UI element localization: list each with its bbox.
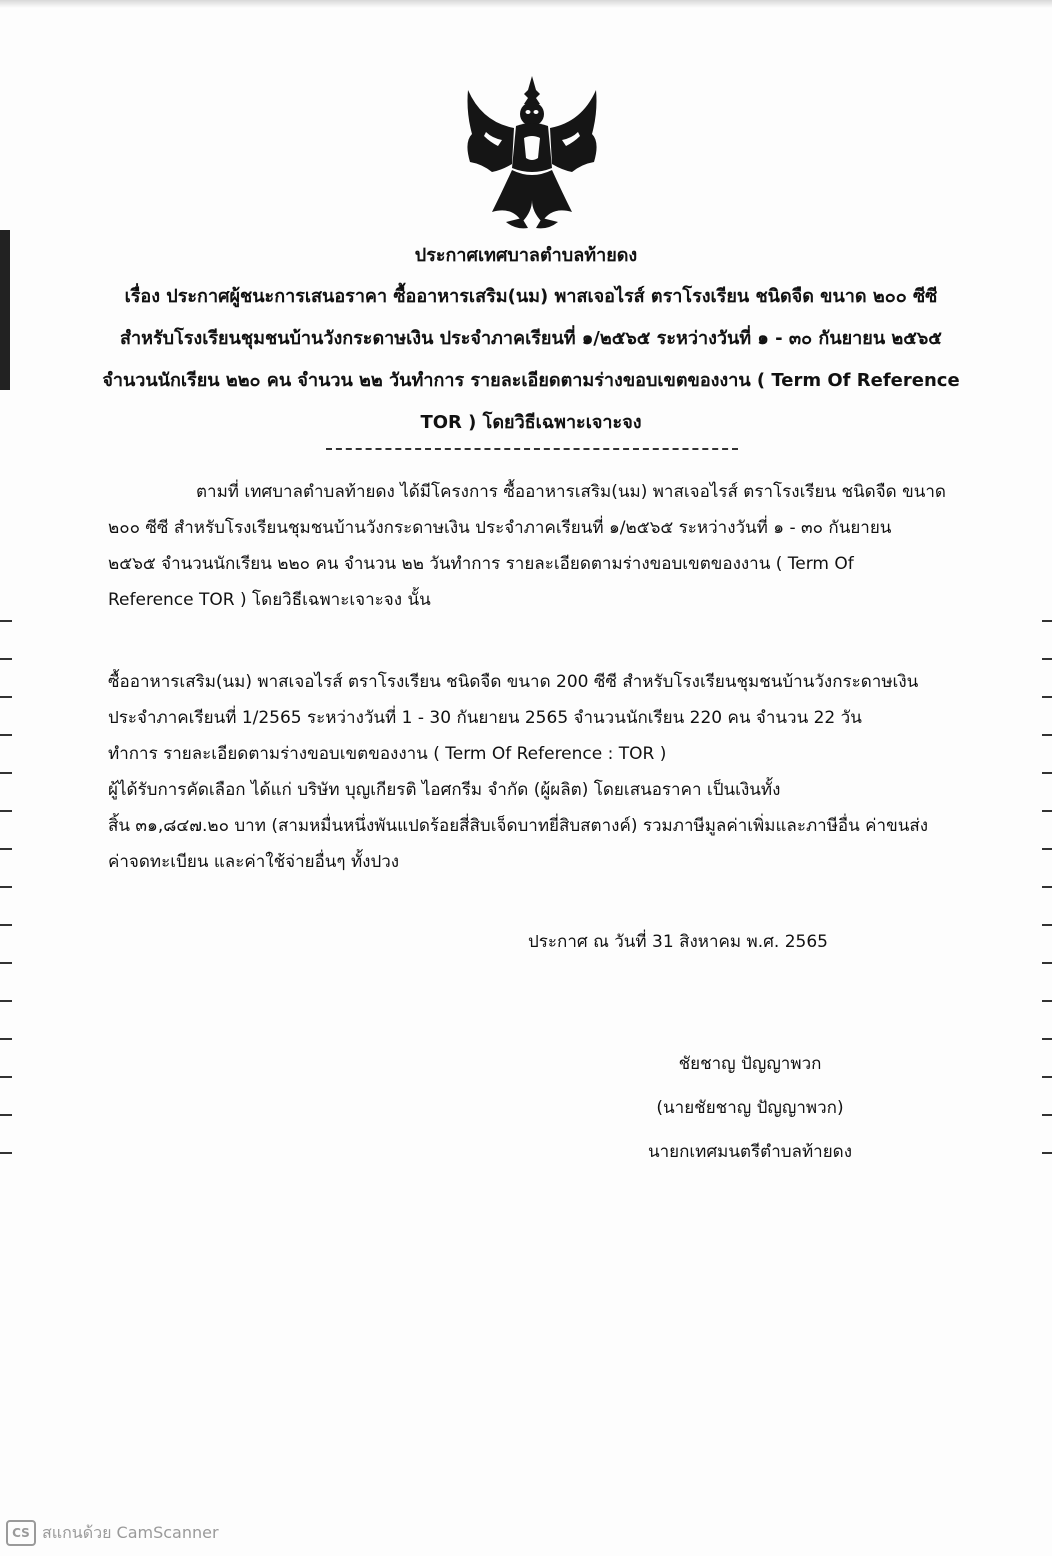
signature-block (600, 1042, 900, 1174)
paragraph-line: ซื้ออาหารเสริม(นม) พาสเจอไรส์ ตราโรงเรียน ชนิดจืด ขนาด 200 ซีซี สำหรับโรงเรียนชุมชนบ้านวังกระดาษเงิน (108, 672, 919, 692)
paragraph-line: ๒๕๖๕ จำนวนนักเรียน ๒๒๐ คน จำนวน ๒๒ วันทำการ รายละเอียดตามร่างขอบเขตของงาน ( Term Of (108, 554, 854, 574)
paragraph-intro (108, 474, 952, 618)
paragraph-line: ค่าจดทะเบียน และค่าใช้จ่ายอื่นๆ ทั้งปวง (108, 852, 400, 872)
subject-line: เรื่อง ประกาศผู้ชนะการเสนอราคา ซื้ออาหารเสริม(นม) พาสเจอไรส์ ตราโรงเรียน ชนิดจืด ขนาด ๒๐๐ ซีซี (124, 286, 938, 307)
document-title: ประกาศเทศบาลตำบลท้ายดง (414, 245, 638, 266)
announce-date: ประกาศ ณ วันที่ 31 สิงหาคม พ.ศ. 2565 (528, 932, 828, 952)
camscanner-watermark (6, 1520, 219, 1546)
paragraph-line: ทำการ รายละเอียดตามร่างขอบเขตของงาน ( Term Of Reference : TOR ) (108, 744, 667, 764)
camscanner-logo-icon: CS (6, 1520, 36, 1546)
signer-full-name: (นายชัยชาญ ปัญญาพวก) (656, 1098, 844, 1118)
paragraph-line: สิ้น ๓๑,๘๔๗.๒๐ บาท (สามหมื่นหนึ่งพันแปดร้อยสี่สิบเจ็ดบาทยี่สิบสตางค์) รวมภาษีมูลค่าเพิ่มและภาษีอื่น ค่าขนส่ง (108, 816, 928, 836)
section-divider (326, 448, 738, 450)
subject-line: TOR ) โดยวิธีเฉพาะเจาะจง (420, 412, 642, 433)
subject-line: สำหรับโรงเรียนชุมชนบ้านวังกระดาษเงิน ประจำภาคเรียนที่ ๑/๒๕๖๕ ระหว่างวันที่ ๑ - ๓๐ กันยายน ๒๕๖๕ (120, 328, 942, 349)
signer-position: นายกเทศมนตรีตำบลท้ายดง (647, 1142, 853, 1162)
paragraph-line: ผู้ได้รับการคัดเลือก ได้แก่ บริษัท บุญเกียรติ ไอศกรีม จำกัด (ผู้ผลิต) โดยเสนอราคา เป็นเงินทั้ง (108, 780, 781, 800)
subject-line: จำนวนนักเรียน ๒๒๐ คน จำนวน ๒๒ วันทำการ รายละเอียดตามร่างขอบเขตของงาน ( Term Of Reference (102, 370, 960, 391)
scan-edge-ticks-left (0, 620, 14, 1200)
watermark-text: สแกนด้วย CamScanner (42, 1522, 219, 1542)
signed-name: ชัยชาญ ปัญญาพวก (678, 1054, 822, 1074)
scan-edge-top (0, 0, 1052, 8)
scan-edge-ticks-right (1038, 620, 1052, 1200)
paragraph-line: ๒๐๐ ซีซี สำหรับโรงเรียนชุมชนบ้านวังกระดาษเงิน ประจำภาคเรียนที่ ๑/๒๕๖๕ ระหว่างวันที่ ๑ - ๓๐ กันยายน (108, 518, 892, 538)
subject-block (100, 276, 962, 444)
paragraph-line: ประจำภาคเรียนที่ 1/2565 ระหว่างวันที่ 1 - 30 กันยายน 2565 จำนวนนักเรียน 220 คน จำนวน 22 วัน (108, 708, 862, 728)
paragraph-line: ตามที่ เทศบาลตำบลท้ายดง ได้มีโครงการ ซื้ออาหารเสริม(นม) พาสเจอไรส์ ตราโรงเรียน ชนิดจืด ขนาด (196, 482, 946, 502)
paragraph-line: Reference TOR ) โดยวิธีเฉพาะเจาะจง นั้น (108, 590, 431, 610)
paragraph-award (108, 664, 952, 880)
garuda-emblem-icon (462, 72, 602, 234)
